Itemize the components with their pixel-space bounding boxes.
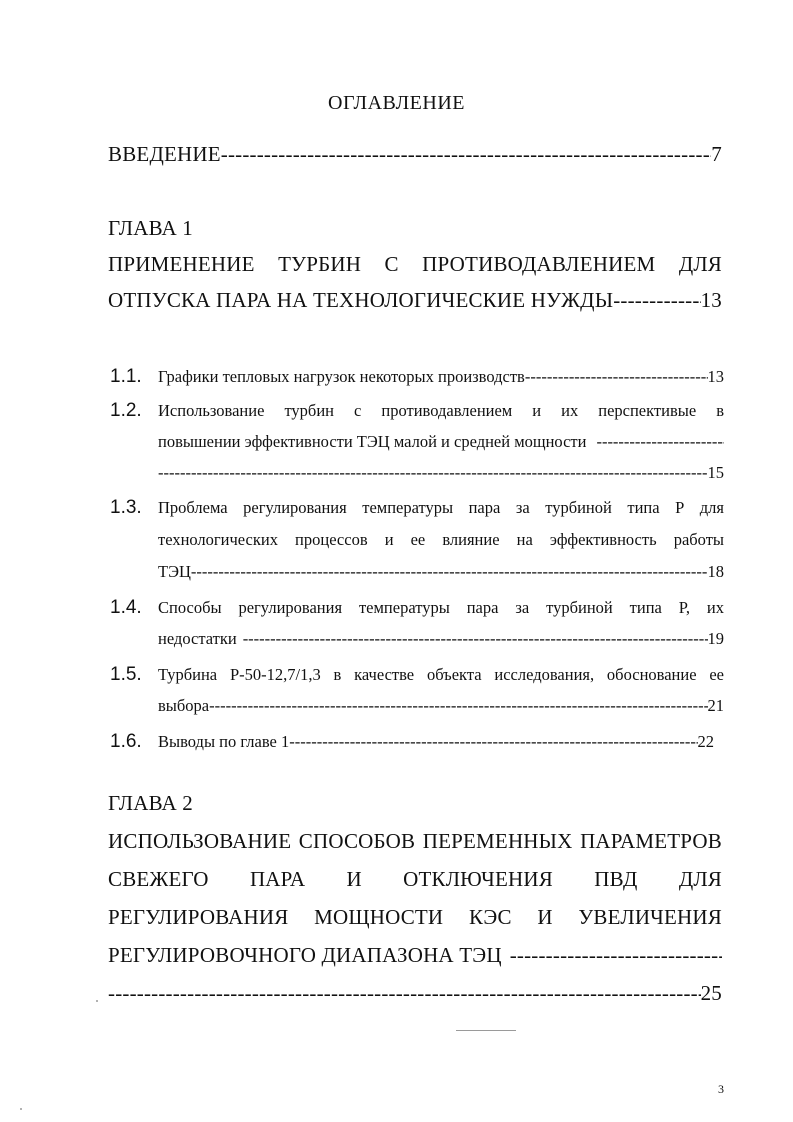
section-title: Графики тепловых нагрузок некоторых производств: [158, 367, 525, 386]
section-title: ТЭЦ: [158, 562, 191, 581]
chapter-1-title-text: ОТПУСКА ПАРА НА ТЕХНОЛОГИЧЕСКИЕ НУЖДЫ: [108, 288, 614, 312]
dot-leader: [108, 981, 701, 1006]
chapter-2-page: 25: [700, 981, 722, 1005]
section-1-6-line: [158, 732, 714, 752]
section-page: 22: [697, 732, 714, 751]
dot-leader: [525, 367, 708, 387]
toc-entry-intro: [108, 142, 722, 167]
section-page: 15: [707, 463, 724, 482]
section-title-line: Турбина Р-50-12,7/1,3 в качестве объекта исследования, обоснование ее: [158, 665, 724, 684]
dot-leader: [289, 732, 697, 752]
scan-speck: [20, 1108, 22, 1110]
section-number: 1.6.: [110, 731, 142, 752]
section-leader-line: [158, 463, 724, 483]
chapter-2-title-line-2: СВЕЖЕГО ПАРА И ОТКЛЮЧЕНИЯ ПВД ДЛЯ: [108, 867, 722, 891]
section-number: 1.4.: [110, 597, 142, 618]
chapter-2-heading: ГЛАВА 2: [108, 791, 193, 815]
section-title-line: Проблема регулирования температуры пара за турбиной типа Р для: [158, 498, 724, 517]
section-number: 1.5.: [110, 664, 142, 685]
section-1-1-line: [158, 367, 724, 387]
chapter-2-title-text: РЕГУЛИРОВОЧНОГО ДИАПАЗОНА ТЭЦ: [108, 943, 502, 967]
section-title: Выводы по главе 1: [158, 732, 290, 751]
section-title-line: технологических процессов и ее влияние на эффективность работы: [158, 530, 724, 549]
toc-entry-label: ВВЕДЕНИЕ: [108, 142, 221, 166]
section-title-line: [158, 629, 724, 649]
dot-leader: [510, 943, 722, 968]
section-number: 1.3.: [110, 497, 142, 518]
section-number: 1.1.: [110, 366, 142, 387]
section-title-line: [158, 432, 724, 452]
section-title-line: [158, 562, 724, 582]
chapter-2-leader-line: [108, 981, 722, 1006]
section-title: выбора: [158, 696, 210, 715]
section-page: 19: [707, 629, 724, 648]
dot-leader: [243, 629, 708, 649]
chapter-1-page: 13: [700, 288, 722, 312]
chapter-2-title-line-3: РЕГУЛИРОВАНИЯ МОЩНОСТИ КЭС И УВЕЛИЧЕНИЯ: [108, 905, 722, 929]
scan-artifact-line: [456, 1030, 516, 1031]
section-title-line: Использование турбин с противодавлением и их перспективые в: [158, 401, 724, 420]
dot-leader: [613, 288, 700, 313]
dot-leader: [158, 463, 708, 483]
chapter-2-title-line-4: [108, 943, 722, 968]
section-title-line: Способы регулирования температуры пара за турбиной типа Р, их: [158, 598, 724, 617]
section-page: 21: [707, 696, 724, 715]
chapter-1-title-line-2: [108, 288, 722, 313]
section-title: повышении эффективности ТЭЦ малой и средней мощности: [158, 432, 587, 451]
section-title-line: [158, 696, 724, 716]
section-number: 1.2.: [110, 400, 142, 421]
scan-speck: [96, 1000, 98, 1002]
chapter-1-heading: ГЛАВА 1: [108, 216, 193, 240]
section-page: 13: [707, 367, 724, 386]
page-number: 3: [718, 1082, 724, 1096]
dot-leader: [209, 696, 707, 716]
chapter-2-title-line-1: ИСПОЛЬЗОВАНИЕ СПОСОБОВ ПЕРЕМЕННЫХ ПАРАМЕТРОВ: [108, 829, 722, 853]
dot-leader: [191, 562, 708, 582]
toc-entry-page: 7: [711, 142, 722, 166]
dot-leader: [596, 432, 724, 452]
dot-leader: [221, 142, 712, 167]
chapter-1-title-line-1: ПРИМЕНЕНИЕ ТУРБИН С ПРОТИВОДАВЛЕНИЕМ ДЛЯ: [108, 252, 722, 276]
toc-title: ОГЛАВЛЕНИЕ: [328, 92, 465, 114]
section-page: 18: [707, 562, 724, 581]
section-title: недостатки: [158, 629, 237, 648]
